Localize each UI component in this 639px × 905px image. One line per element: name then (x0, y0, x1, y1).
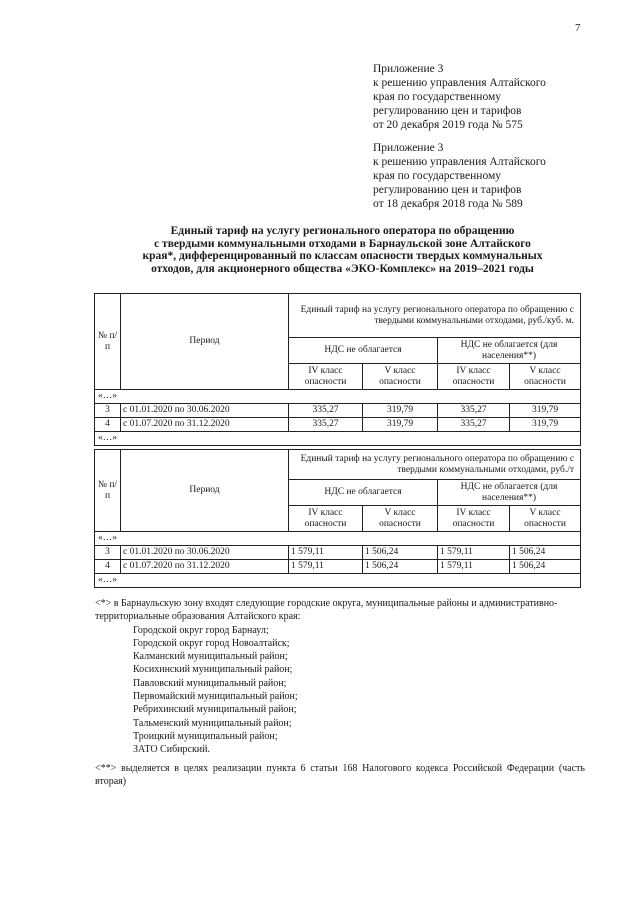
row-period: с 01.07.2020 по 31.12.2020 (121, 560, 289, 574)
tariff-value: 319,79 (510, 418, 581, 432)
tariff-table-volume (94, 293, 581, 446)
appendix-line: от 18 декабря 2018 года № 589 (373, 198, 523, 210)
list-item: Тальменский муниципальный район; (133, 717, 292, 729)
col-number-header: № п/п (95, 450, 121, 532)
vat-exempt-population-header: НДС не облагается (для населения**) (438, 338, 581, 364)
title-line: края*, дифференцированный по классам опасности твердых коммунальных (142, 250, 543, 262)
footnote-zone-list (95, 597, 585, 757)
row-number: 3 (95, 404, 121, 418)
appendix-line: регулированию цен и тарифов (373, 184, 522, 196)
appendix-line: от 20 декабря 2019 года № 575 (373, 119, 523, 131)
tariff-value: 319,79 (363, 418, 438, 432)
appendix-line: края по государственному (373, 170, 501, 182)
tariff-value: 1 579,11 (438, 560, 510, 574)
row-period: с 01.01.2020 по 30.06.2020 (121, 404, 289, 418)
appendix-line: края по государственному (373, 91, 501, 103)
tariff-value: 1 579,11 (438, 546, 510, 560)
row-number: 4 (95, 418, 121, 432)
appendix-header-current (373, 62, 546, 132)
page-number: 7 (575, 22, 581, 34)
appendix-line: к решению управления Алтайского (373, 77, 546, 89)
tariff-value: 319,79 (510, 404, 581, 418)
class-v-header: V класс опасности (363, 506, 438, 532)
tariff-value: 1 579,11 (289, 546, 363, 560)
col-period-header: Период (121, 294, 289, 390)
appendix-line: Приложение 3 (373, 142, 444, 154)
list-item: Павловский муниципальный район; (133, 677, 287, 689)
list-item: Городской округ город Барнаул; (133, 624, 269, 636)
appendix-line: Приложение 3 (373, 63, 444, 75)
tariff-table-weight (94, 449, 581, 588)
tariff-value: 335,27 (289, 404, 363, 418)
table-row (95, 546, 581, 560)
tariff-value: 1 506,24 (510, 546, 581, 560)
class-iv-header: IV класс опасности (289, 506, 363, 532)
list-item: Троицкий муниципальный район; (133, 730, 278, 742)
tariff-value: 335,27 (438, 418, 510, 432)
list-item: Ребрихинский муниципальный район; (133, 704, 297, 716)
row-period: с 01.01.2020 по 30.06.2020 (121, 546, 289, 560)
vat-exempt-population-header: НДС не облагается (для населения**) (438, 480, 581, 506)
tariff-value: 1 506,24 (363, 546, 438, 560)
tariff-value: 1 579,11 (289, 560, 363, 574)
class-iv-header: IV класс опасности (289, 364, 363, 390)
list-item: Городской округ город Новоалтайск; (133, 637, 290, 649)
ellipsis-row: «…» (95, 574, 581, 588)
table-row (95, 404, 581, 418)
tariff-value: 335,27 (438, 404, 510, 418)
row-period: с 01.07.2020 по 31.12.2020 (121, 418, 289, 432)
appendix-header-previous (373, 141, 546, 211)
col-period-header: Период (121, 450, 289, 532)
row-number: 4 (95, 560, 121, 574)
tariff-main-header: Единый тариф на услугу регионального оператора по обращению с твердыми коммунальными отходами, руб./т (289, 450, 581, 480)
title-line: отходов, для акционерного общества «ЭКО-Комплекс» на 2019–2021 годы (151, 262, 534, 275)
tariff-value: 335,27 (289, 418, 363, 432)
class-v-header: V класс опасности (510, 364, 581, 390)
ellipsis-row: «…» (95, 532, 581, 546)
ellipsis-row: «…» (95, 390, 581, 404)
class-v-header: V класс опасности (510, 506, 581, 532)
title-line: Единый тариф на услугу регионального оператора по обращению (170, 225, 515, 237)
class-iv-header: IV класс опасности (438, 506, 510, 532)
tariff-value: 319,79 (363, 404, 438, 418)
appendix-line: регулированию цен и тарифов (373, 105, 522, 117)
list-item: Косихинский муниципальный район; (133, 664, 293, 676)
tariff-value: 1 506,24 (510, 560, 581, 574)
row-number: 3 (95, 546, 121, 560)
vat-exempt-header: НДС не облагается (289, 480, 438, 506)
appendix-line: к решению управления Алтайского (373, 156, 546, 168)
list-item: Первомайский муниципальный район; (133, 691, 298, 703)
table-row (95, 560, 581, 574)
list-item: ЗАТО Сибирский. (133, 744, 211, 756)
ellipsis-row: «…» (95, 432, 581, 446)
class-iv-header: IV класс опасности (438, 364, 510, 390)
document-title (95, 225, 590, 275)
list-item: Калманский муниципальный район; (133, 651, 288, 663)
footnote-vat: <**> выделяется в целях реализации пункта 6 статьи 168 Налогового кодекса Российской Федерации (часть вторая) (95, 763, 585, 788)
footnote-text: <*> в Барнаульскую зону входят следующие городские округа, муниципальные районы и административно-территориальные образования Алтайского края: (95, 598, 558, 623)
col-number-header: № п/п (95, 294, 121, 390)
vat-exempt-header: НДС не облагается (289, 338, 438, 364)
title-line: с твердыми коммунальными отходами в Барнаульской зоне Алтайского (154, 237, 531, 250)
tariff-main-header: Единый тариф на услугу регионального оператора по обращению с твердыми коммунальными отходами, руб./куб. м. (289, 294, 581, 338)
class-v-header: V класс опасности (363, 364, 438, 390)
tariff-value: 1 506,24 (363, 560, 438, 574)
table-row (95, 418, 581, 432)
